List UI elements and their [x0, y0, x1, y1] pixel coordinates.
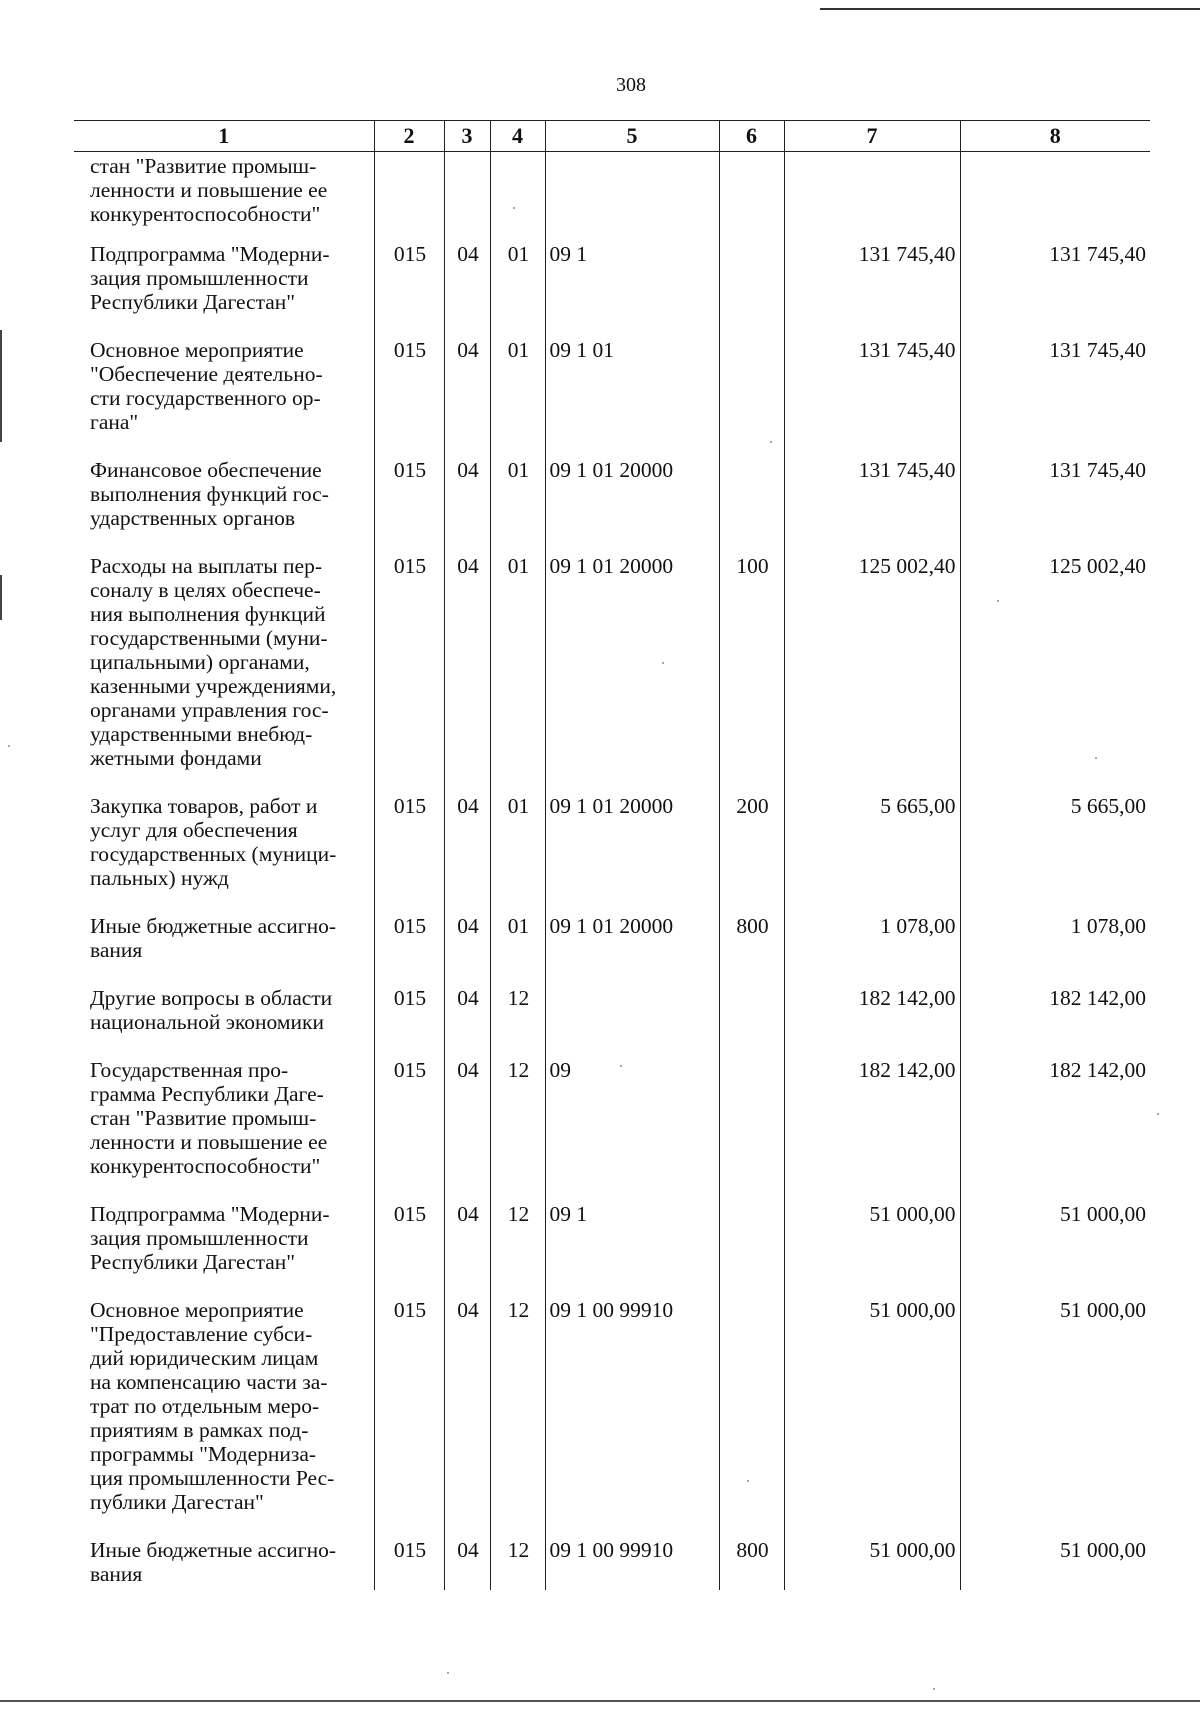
cell-section-code: 04 [444, 984, 490, 1056]
cell-amount-col8: 1 078,00 [960, 912, 1150, 984]
cell-subsection-code: 12 [490, 1296, 545, 1536]
cell-ministry-code: 015 [374, 552, 444, 792]
scan-speck [8, 745, 10, 747]
cell-amount-col8 [960, 152, 1150, 241]
cell-amount-col7: 51 000,00 [784, 1200, 960, 1296]
cell-expense-type: 100 [719, 552, 784, 792]
cell-ministry-code: 015 [374, 1296, 444, 1536]
cell-expense-type: 800 [719, 912, 784, 984]
cell-subsection-code: 12 [490, 984, 545, 1056]
cell-expense-type [719, 240, 784, 336]
cell-amount-col7: 125 002,40 [784, 552, 960, 792]
column-header-3: 3 [444, 121, 490, 152]
cell-target-article: 09 [545, 1056, 719, 1200]
cell-subsection-code: 12 [490, 1536, 545, 1590]
column-header-7: 7 [784, 121, 960, 152]
cell-amount-col7: 131 745,40 [784, 240, 960, 336]
table-row [74, 912, 1150, 984]
table-row [74, 552, 1150, 792]
cell-ministry-code: 015 [374, 792, 444, 912]
budget-table [74, 120, 1150, 1590]
cell-ministry-code: 015 [374, 1200, 444, 1296]
cell-amount-col8: 131 745,40 [960, 456, 1150, 552]
cell-section-code [444, 152, 490, 241]
cell-amount-col8: 5 665,00 [960, 792, 1150, 912]
cell-section-code: 04 [444, 1296, 490, 1536]
row-description: стан "Развитие промыш- ленности и повышение ее конкурентоспособности" [90, 154, 328, 226]
row-description: Другие вопросы в области национальной экономики [90, 986, 333, 1034]
cell-amount-col7: 5 665,00 [784, 792, 960, 912]
cell-expense-type [719, 456, 784, 552]
cell-ministry-code: 015 [374, 984, 444, 1056]
cell-amount-col7 [784, 152, 960, 241]
table-row [74, 1056, 1150, 1200]
cell-expense-type [719, 1056, 784, 1200]
cell-expense-type [719, 1296, 784, 1536]
scan-speck [933, 1688, 935, 1690]
scan-speck [1157, 1113, 1159, 1115]
row-description: Основное мероприятие "Предоставление субси- дий юридическим лицам на компенсацию части за- трат по отдельным меро- приятиям в рамках под- программы "Модерниза- ция промышленности Рес- публики Дагестан" [90, 1298, 335, 1514]
cell-subsection-code: 01 [490, 240, 545, 336]
scan-speck [997, 600, 999, 602]
cell-target-article: 09 1 01 20000 [545, 552, 719, 792]
column-header-4: 4 [490, 121, 545, 152]
row-description: Иные бюджетные ассигно- вания [90, 914, 336, 962]
left-edge-mark [0, 330, 2, 442]
cell-subsection-code: 01 [490, 912, 545, 984]
cell-target-article: 09 1 [545, 1200, 719, 1296]
cell-subsection-code [490, 152, 545, 241]
cell-amount-col7: 131 745,40 [784, 336, 960, 456]
cell-amount-col7: 182 142,00 [784, 984, 960, 1056]
cell-target-article: 09 1 01 20000 [545, 456, 719, 552]
column-header-1: 1 [74, 121, 374, 152]
row-description: Подпрограмма "Модерни- зация промышленности Республики Дагестан" [90, 1202, 330, 1274]
cell-subsection-code: 01 [490, 792, 545, 912]
scan-speck [1095, 757, 1097, 759]
row-description: Иные бюджетные ассигно- вания [90, 1538, 336, 1586]
row-description: Финансовое обеспечение выполнения функций гос- ударственных органов [90, 458, 329, 530]
scan-speck [447, 1672, 449, 1674]
cell-ministry-code: 015 [374, 456, 444, 552]
cell-ministry-code: 015 [374, 1536, 444, 1590]
cell-amount-col8: 51 000,00 [960, 1296, 1150, 1536]
cell-expense-type [719, 984, 784, 1056]
cell-expense-type [719, 336, 784, 456]
cell-target-article: 09 1 00 99910 [545, 1536, 719, 1590]
table-row [74, 456, 1150, 552]
bottom-edge-rule [0, 1700, 1200, 1702]
scan-speck [770, 441, 772, 443]
table-row [74, 1536, 1150, 1590]
cell-amount-col8: 131 745,40 [960, 336, 1150, 456]
cell-section-code: 04 [444, 792, 490, 912]
cell-section-code: 04 [444, 1536, 490, 1590]
table-row [74, 1200, 1150, 1296]
cell-section-code: 04 [444, 240, 490, 336]
cell-subsection-code: 01 [490, 456, 545, 552]
table-row [74, 240, 1150, 336]
column-header-5: 5 [545, 121, 719, 152]
cell-ministry-code: 015 [374, 336, 444, 456]
cell-section-code: 04 [444, 912, 490, 984]
cell-ministry-code [374, 152, 444, 241]
cell-ministry-code: 015 [374, 912, 444, 984]
cell-ministry-code: 015 [374, 1056, 444, 1200]
top-edge-rule [820, 8, 1200, 10]
cell-target-article: 09 1 01 20000 [545, 912, 719, 984]
cell-subsection-code: 12 [490, 1200, 545, 1296]
table-row [74, 152, 1150, 241]
cell-amount-col8: 182 142,00 [960, 984, 1150, 1056]
row-description: Подпрограмма "Модерни- зация промышленности Республики Дагестан" [90, 242, 330, 314]
cell-expense-type [719, 152, 784, 241]
page-number: 308 [616, 74, 646, 96]
cell-section-code: 04 [444, 1056, 490, 1200]
table-row [74, 792, 1150, 912]
table-header-row [74, 121, 1150, 152]
cell-subsection-code: 01 [490, 336, 545, 456]
cell-target-article: 09 1 [545, 240, 719, 336]
row-description: Закупка товаров, работ и услуг для обеспечения государственных (муници- пальных) нужд [90, 794, 337, 890]
cell-subsection-code: 01 [490, 552, 545, 792]
cell-target-article [545, 152, 719, 241]
row-description: Основное мероприятие "Обеспечение деятельно- сти государственного ор- гана" [90, 338, 323, 434]
cell-expense-type [719, 1200, 784, 1296]
cell-section-code: 04 [444, 336, 490, 456]
row-description: Государственная про- грамма Республики Даге- стан "Развитие промыш- ленности и повышение ее конкурентоспособности" [90, 1058, 328, 1178]
cell-amount-col7: 131 745,40 [784, 456, 960, 552]
cell-expense-type: 200 [719, 792, 784, 912]
scan-speck [620, 1065, 622, 1067]
cell-subsection-code: 12 [490, 1056, 545, 1200]
table-row [74, 984, 1150, 1056]
cell-amount-col8: 51 000,00 [960, 1536, 1150, 1590]
cell-amount-col8: 131 745,40 [960, 240, 1150, 336]
cell-amount-col7: 182 142,00 [784, 1056, 960, 1200]
cell-expense-type: 800 [719, 1536, 784, 1590]
row-description: Расходы на выплаты пер- соналу в целях обеспече- ния выполнения функций государственными (муни- ципальными) органами, казенными учреждениями, органами управления гос- ударственными внебюд- жетными фондами [90, 554, 337, 770]
cell-target-article: 09 1 01 20000 [545, 792, 719, 912]
cell-section-code: 04 [444, 552, 490, 792]
cell-target-article: 09 1 01 [545, 336, 719, 456]
table-row [74, 336, 1150, 456]
cell-amount-col7: 51 000,00 [784, 1296, 960, 1536]
table-row [74, 1296, 1150, 1536]
column-header-8: 8 [960, 121, 1150, 152]
cell-amount-col8: 182 142,00 [960, 1056, 1150, 1200]
left-edge-mark [0, 575, 2, 620]
cell-amount-col7: 1 078,00 [784, 912, 960, 984]
scan-speck [662, 662, 664, 664]
cell-amount-col8: 125 002,40 [960, 552, 1150, 792]
cell-ministry-code: 015 [374, 240, 444, 336]
scan-speck [747, 1480, 749, 1482]
cell-section-code: 04 [444, 1200, 490, 1296]
cell-target-article [545, 984, 719, 1056]
cell-amount-col8: 51 000,00 [960, 1200, 1150, 1296]
cell-amount-col7: 51 000,00 [784, 1536, 960, 1590]
cell-section-code: 04 [444, 456, 490, 552]
cell-target-article: 09 1 00 99910 [545, 1296, 719, 1536]
scan-speck [513, 207, 515, 209]
column-header-2: 2 [374, 121, 444, 152]
column-header-6: 6 [719, 121, 784, 152]
